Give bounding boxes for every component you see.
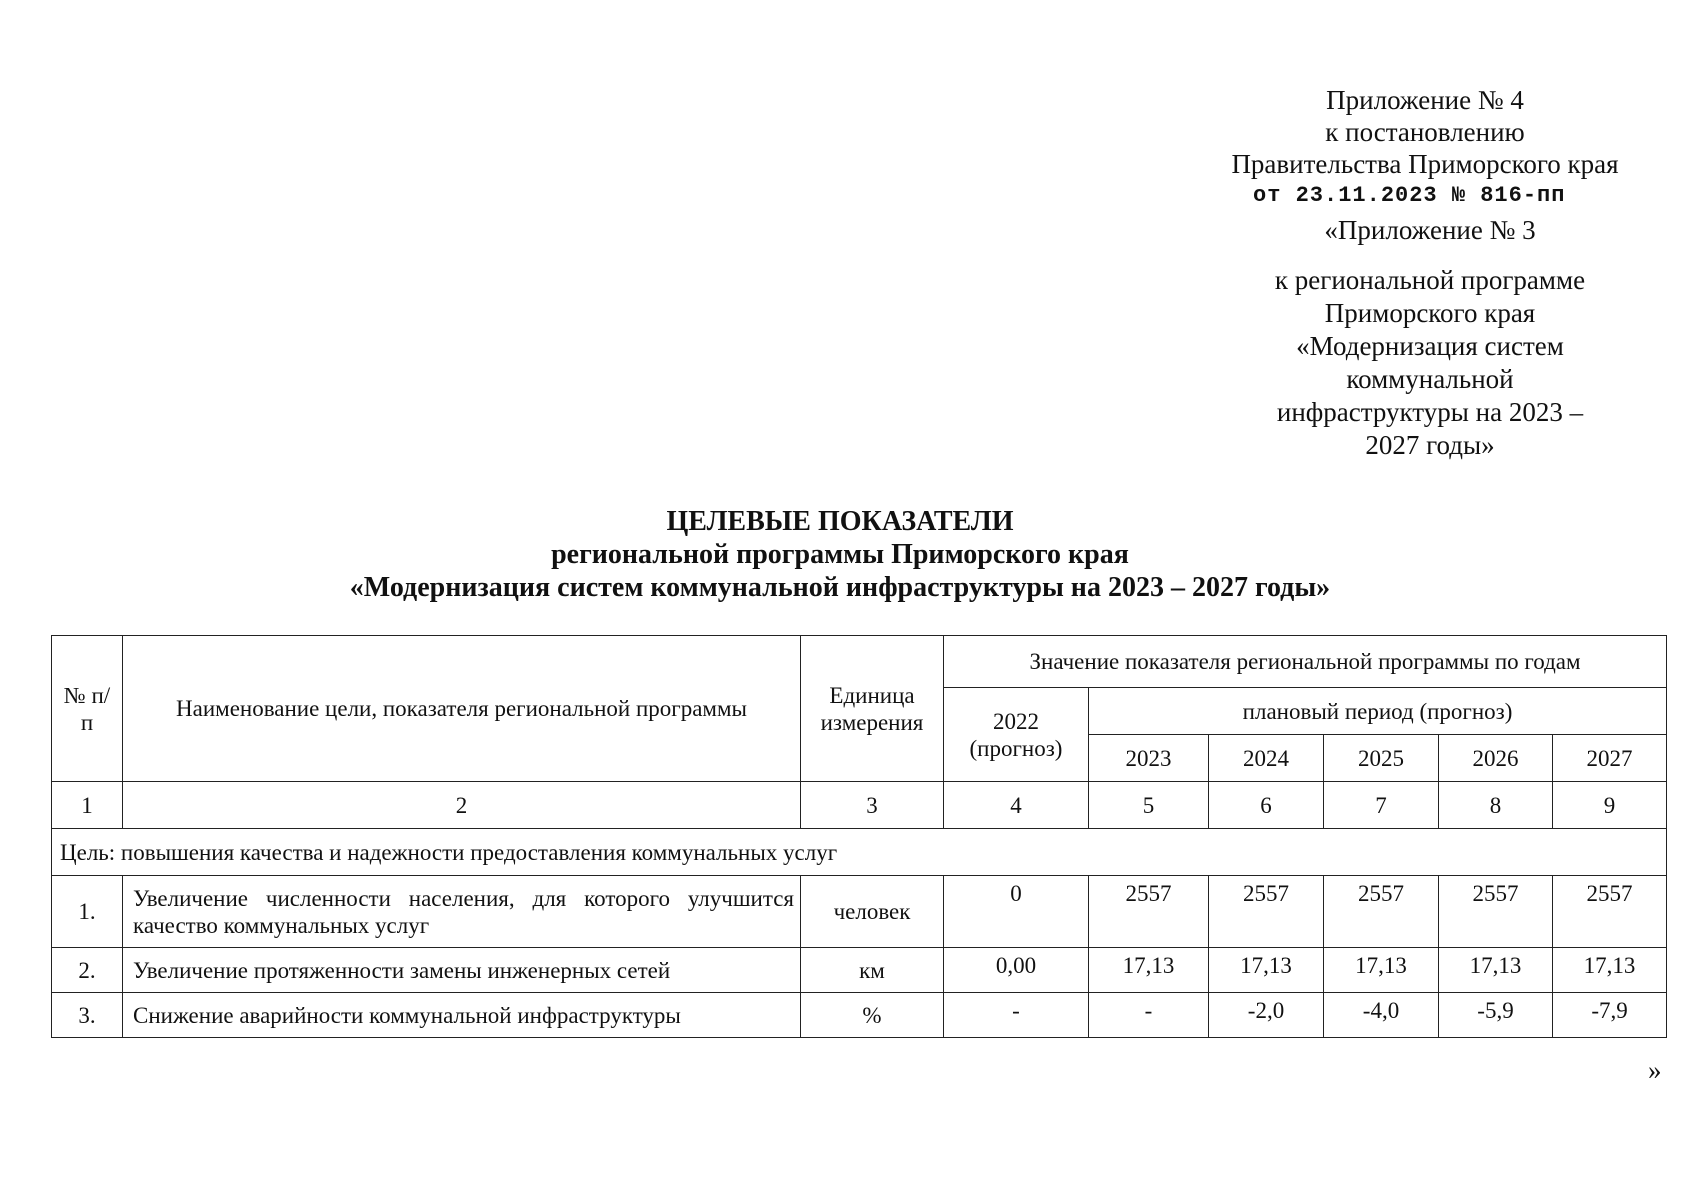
row-value: -5,9 bbox=[1439, 993, 1553, 1038]
row-number: 1. bbox=[52, 876, 123, 948]
title-line1: ЦЕЛЕВЫЕ ПОКАЗАТЕЛИ bbox=[666, 506, 1014, 537]
row-number: 3. bbox=[52, 993, 123, 1038]
column-number: 9 bbox=[1553, 782, 1667, 829]
row-value: 2557 bbox=[1324, 876, 1439, 948]
row-value: 17,13 bbox=[1553, 948, 1667, 993]
header-year-2022: 2022 (прогноз) bbox=[944, 688, 1089, 782]
column-number: 3 bbox=[801, 782, 944, 829]
column-number: 2 bbox=[123, 782, 801, 829]
annex3-line: инфраструктуры на 2023 – bbox=[1276, 397, 1584, 427]
header-planning-period: плановый период (прогноз) bbox=[1089, 688, 1667, 735]
title-line2: региональной программы Приморского края bbox=[551, 539, 1129, 570]
row-name: Увеличение численности населения, для которого улучшится качество коммунальных услуг bbox=[123, 876, 801, 948]
row-value: - bbox=[1089, 993, 1209, 1038]
column-number: 8 bbox=[1439, 782, 1553, 829]
closing-quote: » bbox=[1648, 1055, 1662, 1085]
row-unit: км bbox=[801, 948, 944, 993]
column-number: 7 bbox=[1324, 782, 1439, 829]
row-value: 2557 bbox=[1209, 876, 1324, 948]
row-value: -4,0 bbox=[1324, 993, 1439, 1038]
annex3-line: Приморского края bbox=[1324, 298, 1536, 328]
column-number: 6 bbox=[1209, 782, 1324, 829]
header-name: Наименование цели, показателя региональной программы bbox=[123, 636, 801, 782]
annex4-line1: Приложение № 4 bbox=[1326, 85, 1524, 115]
row-value: 17,13 bbox=[1439, 948, 1553, 993]
row-value: -2,0 bbox=[1209, 993, 1324, 1038]
document-title bbox=[60, 505, 1620, 604]
row-value: 17,13 bbox=[1324, 948, 1439, 993]
annex-4-header bbox=[1215, 84, 1635, 212]
column-numbers-row bbox=[52, 782, 1667, 829]
header-unit: Единица измерения bbox=[801, 636, 944, 782]
row-value: 0,00 bbox=[944, 948, 1089, 993]
row-value: 17,13 bbox=[1089, 948, 1209, 993]
annex3-line: коммунальной bbox=[1346, 364, 1514, 394]
row-value: 0 bbox=[944, 876, 1089, 948]
goal-row bbox=[52, 829, 1667, 876]
table-row bbox=[52, 948, 1667, 993]
header-row-1 bbox=[52, 636, 1667, 688]
goal-text: Цель: повышения качества и надежности предоставления коммунальных услуг bbox=[52, 829, 1667, 876]
annex3-line1: «Приложение № 3 bbox=[1324, 215, 1536, 245]
table-row bbox=[52, 876, 1667, 948]
row-name: Увеличение протяженности замены инженерных сетей bbox=[123, 948, 801, 993]
annex3-line: «Модернизация систем bbox=[1296, 331, 1564, 361]
header-year: 2023 bbox=[1089, 735, 1209, 782]
row-value: 2557 bbox=[1553, 876, 1667, 948]
annex4-line2: к постановлению bbox=[1325, 117, 1525, 147]
header-year: 2025 bbox=[1324, 735, 1439, 782]
column-number: 5 bbox=[1089, 782, 1209, 829]
annex4-line3: Правительства Приморского края bbox=[1231, 149, 1619, 179]
annex-3-header bbox=[1230, 264, 1630, 462]
row-value: 2557 bbox=[1439, 876, 1553, 948]
header-values-group: Значение показателя региональной программы по годам bbox=[944, 636, 1667, 688]
annex-3-header-start bbox=[1240, 214, 1620, 246]
annex3-line: к региональной программе bbox=[1274, 265, 1586, 295]
annex3-line: 2027 годы» bbox=[1365, 430, 1495, 460]
row-unit: % bbox=[801, 993, 944, 1038]
row-unit: человек bbox=[801, 876, 944, 948]
target-indicators-table bbox=[51, 635, 1667, 1038]
annex4-date-number: от 23.11.2023 № 816-пп bbox=[1253, 183, 1566, 208]
title-line3: «Модернизация систем коммунальной инфраструктуры на 2023 – 2027 годы» bbox=[349, 572, 1331, 603]
column-number: 4 bbox=[944, 782, 1089, 829]
column-number: 1 bbox=[52, 782, 123, 829]
header-year: 2026 bbox=[1439, 735, 1553, 782]
row-value: 2557 bbox=[1089, 876, 1209, 948]
row-value: - bbox=[944, 993, 1089, 1038]
row-value: 17,13 bbox=[1209, 948, 1324, 993]
header-number: № п/п bbox=[52, 636, 123, 782]
row-name: Снижение аварийности коммунальной инфраструктуры bbox=[123, 993, 801, 1038]
row-number: 2. bbox=[52, 948, 123, 993]
header-year: 2027 bbox=[1553, 735, 1667, 782]
row-value: -7,9 bbox=[1553, 993, 1667, 1038]
table-row bbox=[52, 993, 1667, 1038]
header-year: 2024 bbox=[1209, 735, 1324, 782]
